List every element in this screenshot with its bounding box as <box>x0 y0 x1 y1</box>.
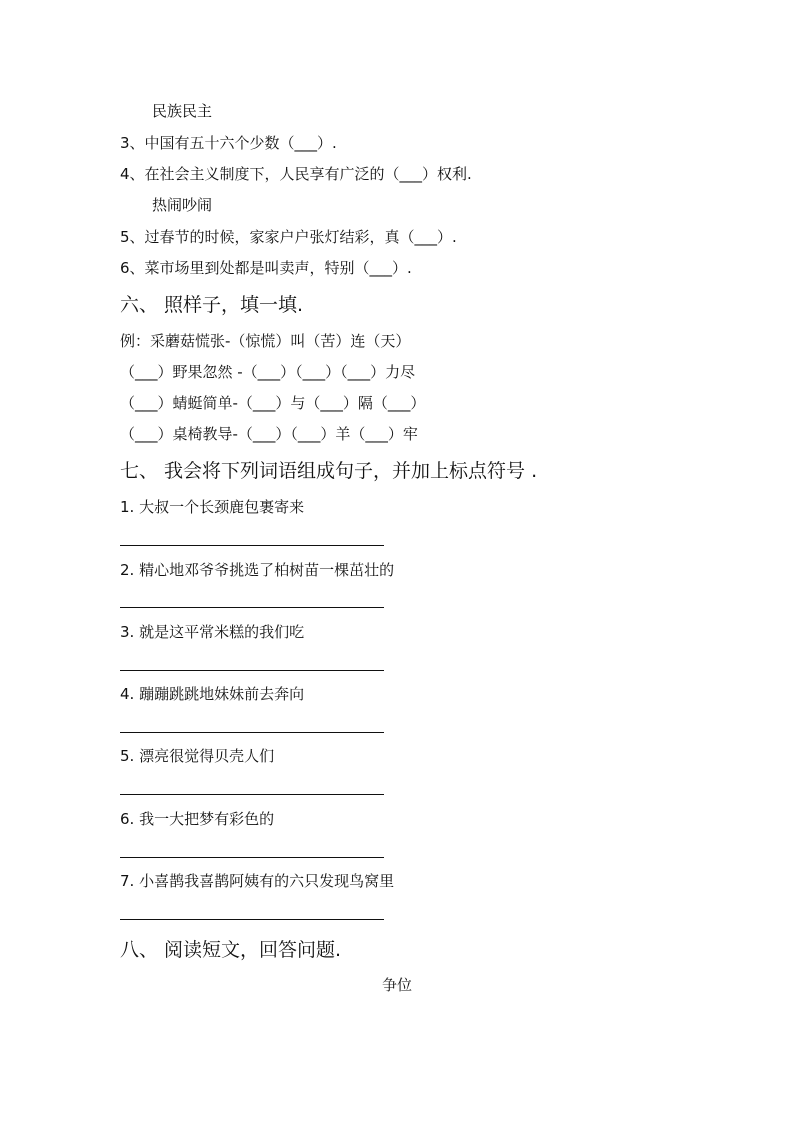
question-3: 3、中国有五十六个少数（___）. <box>120 134 337 152</box>
section-8-heading: 八、 阅读短文，回答问题. <box>120 939 342 961</box>
section-7-heading: 七、 我会将下列词语组成句子，并加上标点符号 . <box>120 460 538 482</box>
answer-line-2[interactable] <box>120 607 384 608</box>
sentence-item-6: 6. 我一大把梦有彩色的 <box>120 810 275 828</box>
sentence-item-2: 2. 精心地邓爷爷挑选了柏树苗一棵茁壮的 <box>120 561 395 579</box>
section-6-example: 例：采蘑菇慌张-（惊慌）叫（苦）连（天） <box>120 332 411 350</box>
question-6: 6、菜市场里到处都是叫卖声，特别（___）. <box>120 259 412 277</box>
word-pair-options-1: 民族民主 <box>152 102 213 120</box>
answer-line-6[interactable] <box>120 857 384 858</box>
sentence-item-4: 4. 蹦蹦跳跳地妹妹前去奔向 <box>120 685 305 703</box>
answer-line-5[interactable] <box>120 794 384 795</box>
sentence-item-1: 1. 大叔一个长颈鹿包裹寄来 <box>120 498 305 516</box>
word-pair-options-2: 热闹吵闹 <box>152 196 213 214</box>
section-6-row-1: （___）野果忽然 -（___）（___）（___）力尽 <box>120 363 416 381</box>
section-6-row-3: （___）桌椅教导-（___）（___）羊（___）牢 <box>120 425 418 443</box>
question-4: 4、在社会主义制度下，人民享有广泛的（___）权利. <box>120 165 472 183</box>
question-5: 5、过春节的时候，家家户户张灯结彩，真（___）. <box>120 228 457 246</box>
sentence-item-5: 5. 漂亮很觉得贝壳人们 <box>120 747 275 765</box>
section-6-row-2: （___）蜻蜓简单-（___）与（___）隔（___） <box>120 394 426 412</box>
section-6-heading: 六、 照样子，填一填. <box>120 294 304 316</box>
answer-line-3[interactable] <box>120 670 384 671</box>
answer-line-4[interactable] <box>120 732 384 733</box>
answer-line-1[interactable] <box>120 545 384 546</box>
sentence-item-7: 7. 小喜鹊我喜鹊阿姨有的六只发现鸟窝里 <box>120 872 395 890</box>
passage-title: 争位 <box>381 976 412 994</box>
sentence-item-3: 3. 就是这平常米糕的我们吃 <box>120 623 305 641</box>
answer-line-7[interactable] <box>120 919 384 920</box>
